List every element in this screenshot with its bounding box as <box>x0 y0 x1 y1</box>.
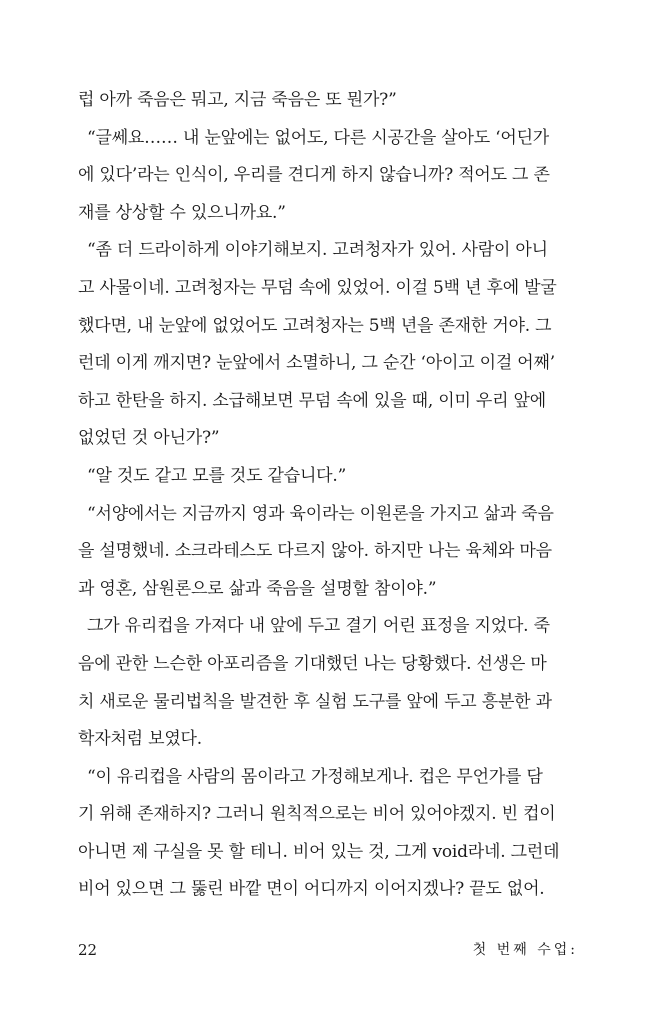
body-text <box>78 82 578 909</box>
text-line: 아니면 제 구실을 못 할 테니. 비어 있는 것, 그게 void라네. 그런데 <box>78 841 560 862</box>
text-line: 에 있다’라는 인식이, 우리를 견디게 하지 않습니까? 적어도 그 존 <box>78 165 550 186</box>
text-line: 음에 관한 느슨한 아포리즘을 기대했던 나는 당황했다. 선생은 마 <box>78 653 547 674</box>
text-line: 기 위해 존재하지? 그러니 원칙적으로는 비어 있어야겠지. 빈 컵이 <box>78 804 556 825</box>
running-head: 첫 번째 수업: <box>472 942 578 958</box>
text-line: 럽 아까 죽음은 뭐고, 지금 죽음은 또 뭔가?” <box>78 90 397 110</box>
page-number: 22 <box>78 941 98 959</box>
text-line: “알 것도 같고 모를 것도 같습니다.” <box>87 465 347 486</box>
text-line: “서양에서는 지금까지 영과 육이라는 이원론을 가지고 삶과 죽음 <box>87 503 554 524</box>
text-line: “이 유리컵을 사람의 몸이라고 가정해보게나. 컵은 무언가를 담 <box>87 766 543 787</box>
text-line: 을 설명했네. 소크라테스도 다르지 않아. 하지만 나는 육체와 마음 <box>78 541 552 562</box>
text-line: 과 영혼, 삼원론으로 삶과 죽음을 설명할 참이야.” <box>78 578 437 599</box>
text-line: 학자처럼 보였다. <box>78 729 202 750</box>
text-line: “글쎄요…… 내 눈앞에는 없어도, 다른 시공간을 살아도 ‘어딘가 <box>87 127 550 148</box>
text-line: 비어 있으면 그 뚫린 바깥 면이 어디까지 이어지겠나? 끝도 없어. <box>78 879 545 900</box>
text-line: 런데 이게 깨지면? 눈앞에서 소멸하니, 그 순간 ‘아이고 이걸 어째’ <box>78 353 555 374</box>
text-line: 고 사물이네. 고려청자는 무덤 속에 있었어. 이걸 5백 년 후에 발굴 <box>78 277 557 298</box>
text-line: 없었던 것 아닌가?” <box>78 428 220 449</box>
text-line: 하고 한탄을 하지. 소급해보면 무덤 속에 있을 때, 이미 우리 앞에 <box>78 390 546 411</box>
text-line: “좀 더 드라이하게 이야기해보지. 고려청자가 있어. 사람이 아니 <box>87 240 548 261</box>
text-line: 재를 상상할 수 있으니까요.” <box>78 202 286 223</box>
text-line: 했다면, 내 눈앞에 없었어도 고려청자는 5백 년을 존재한 거야. 그 <box>78 315 552 336</box>
text-line: 그가 유리컵을 가져다 내 앞에 두고 결기 어린 표정을 지었다. 죽 <box>87 616 550 637</box>
text-line: 치 새로운 물리법칙을 발견한 후 실험 도구를 앞에 두고 흥분한 과 <box>78 691 552 712</box>
